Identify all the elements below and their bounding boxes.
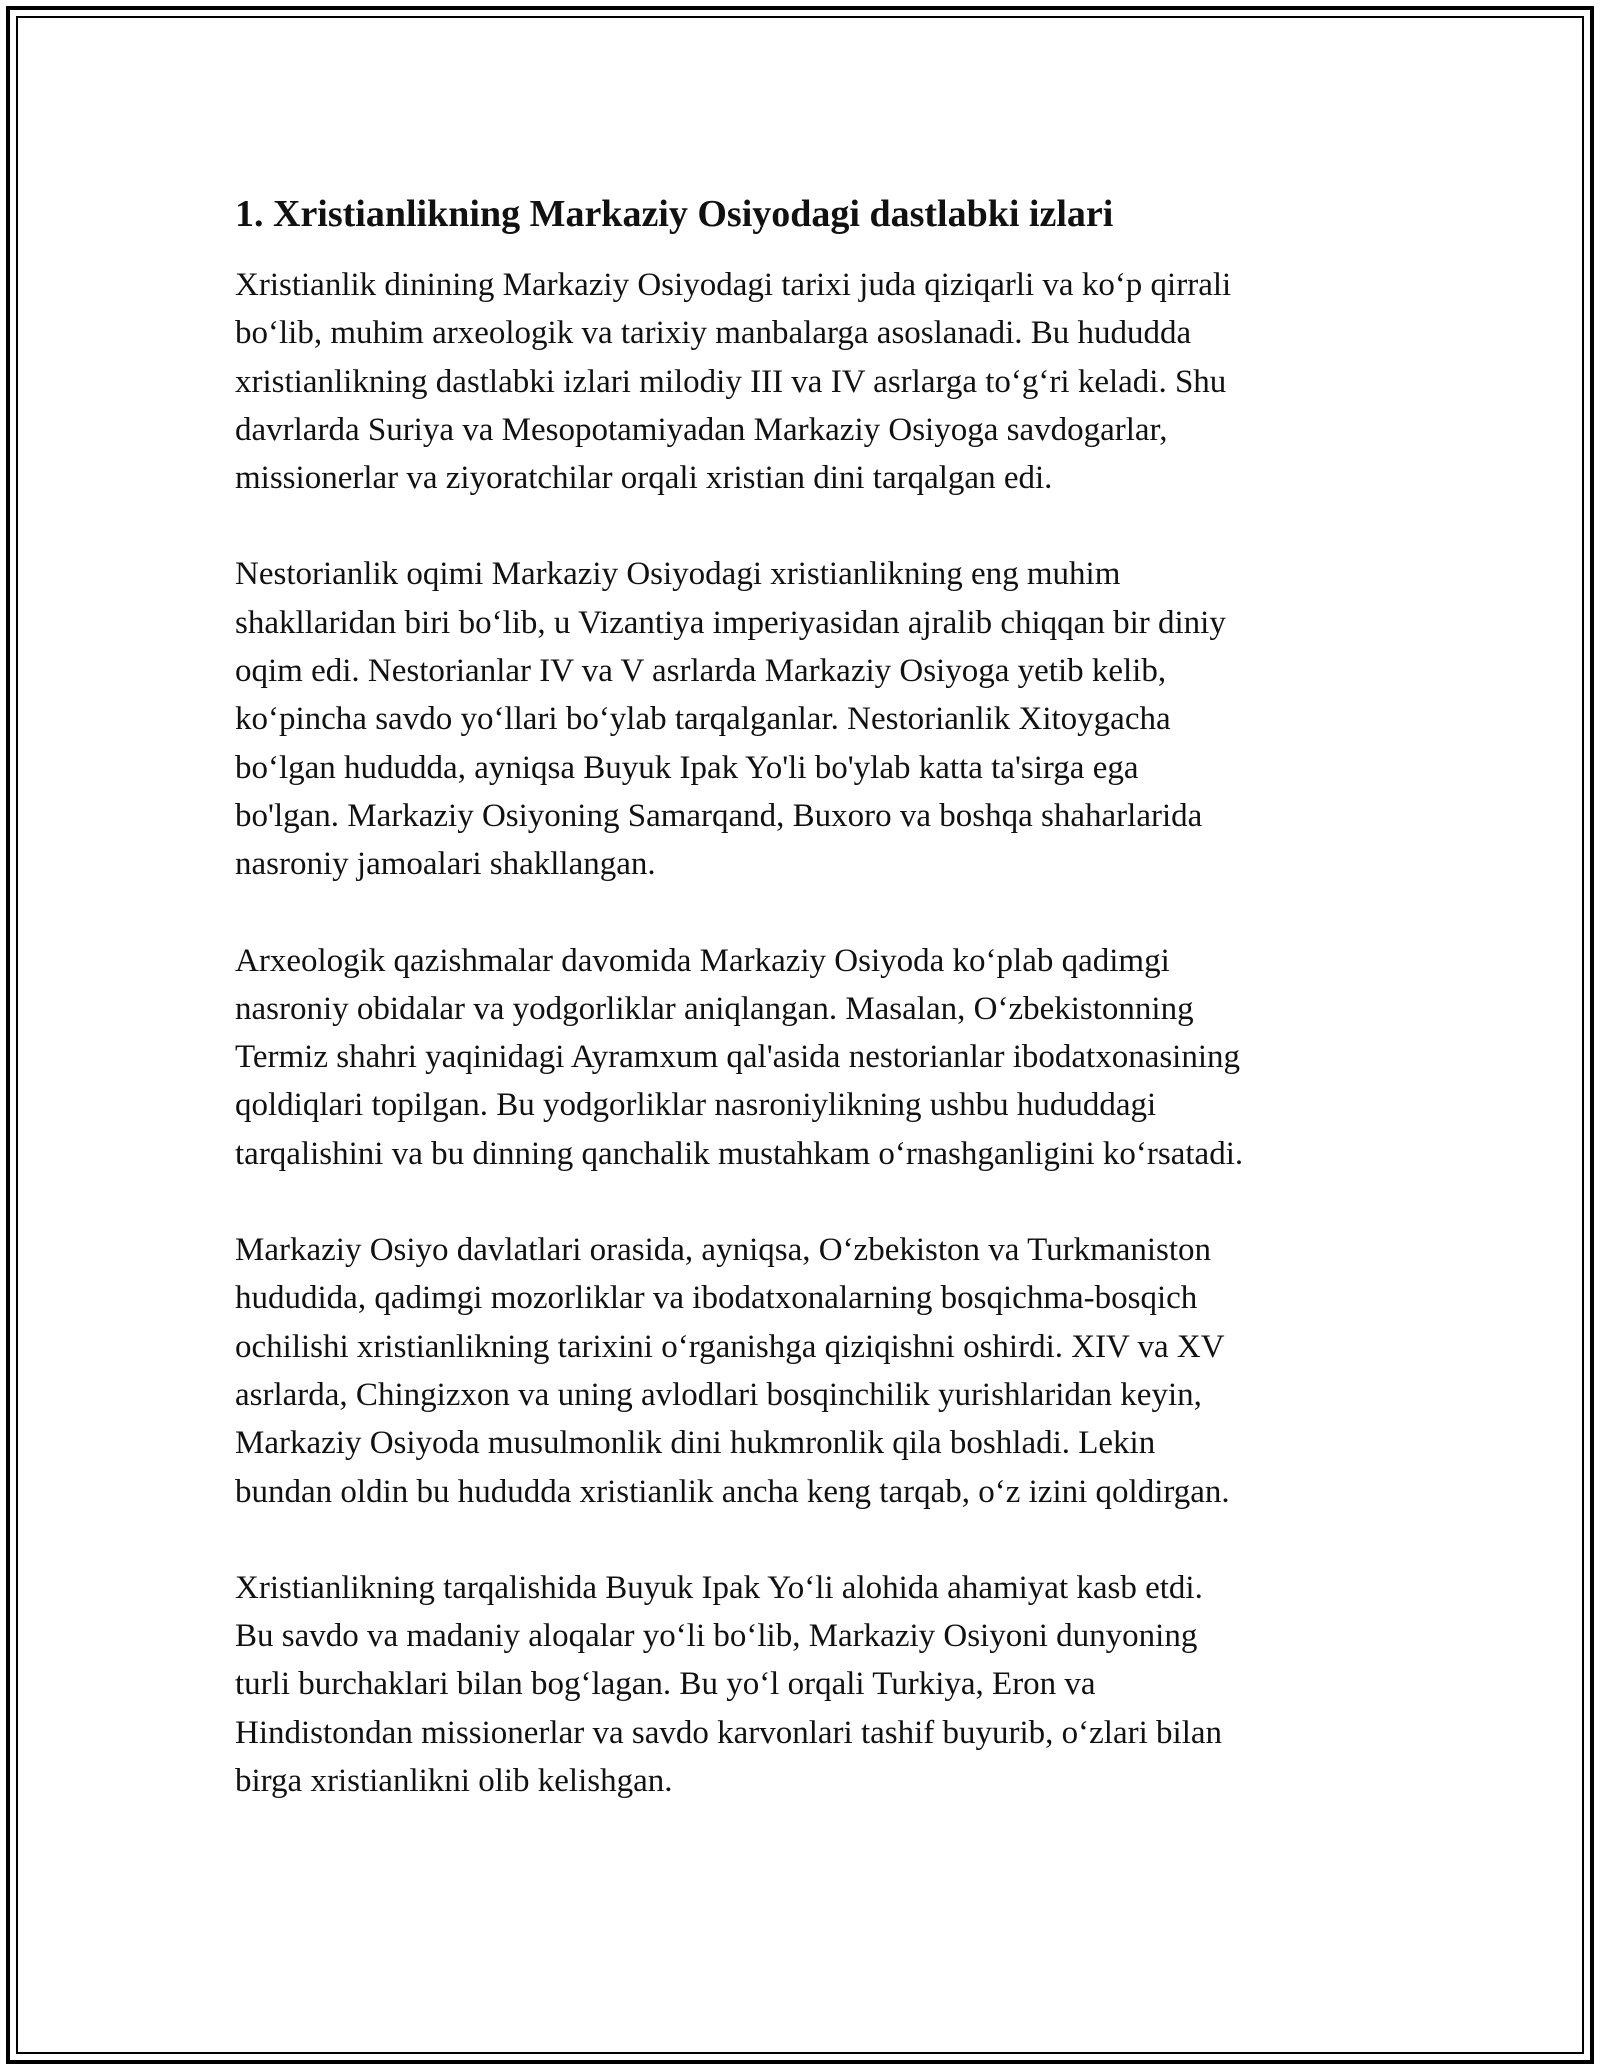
- paragraph-line: shakllaridan biri bo‘lib, u Vizantiya imperiyasidan ajralib chiqqan bir diniy: [235, 604, 1226, 641]
- paragraph-4: [235, 1226, 1385, 1516]
- paragraph-line: bo‘lib, muhim arxeologik va tarixiy manbalarga asoslanadi. Bu hududda: [235, 315, 1192, 352]
- paragraph-line: bo‘lgan hududda, ayniqsa Buyuk Ipak Yo'li bo'ylab katta ta'sirga ega: [235, 749, 1139, 786]
- paragraph-line: Bu savdo va madaniy aloqalar yo‘li bo‘lib, Markaziy Osiyoni dunyoning: [235, 1618, 1198, 1655]
- paragraph-line: turli burchaklari bilan bog‘lagan. Bu yo‘l orqali Turkiya, Eron va: [235, 1666, 1096, 1703]
- paragraph-line: nasroniy jamoalari shakllangan.: [235, 846, 656, 883]
- paragraph-line: xristianlikning dastlabki izlari milodiy III va IV asrlarga to‘g‘ri keladi. Shu: [235, 363, 1227, 400]
- paragraph-line: davrlarda Suriya va Mesopotamiyadan Markaziy Osiyoga savdogarlar,: [235, 411, 1168, 448]
- paragraph-line: Xristianlik dinining Markaziy Osiyodagi tarixi juda qiziqarli va ko‘p qirrali: [235, 267, 1232, 303]
- paragraph-line: hududida, qadimgi mozorliklar va ibodatxonalarning bosqichma-bosqich: [235, 1280, 1198, 1317]
- paragraph-5: [235, 1564, 1385, 1805]
- paragraph-line: missionerlar va ziyoratchilar orqali xristian dini tarqalgan edi.: [235, 460, 1053, 497]
- paragraph-line: Xristianlikning tarqalishida Buyuk Ipak Yo‘li alohida ahamiyat kasb etdi.: [235, 1569, 1203, 1606]
- paragraph-line: tarqalishini va bu dinning qanchalik mustahkam o‘rnashganligini ko‘rsatadi.: [235, 1135, 1244, 1172]
- paragraph-line: ochilishi xristianlikning tarixini o‘rganishga qiziqishni oshirdi. XIV va XV: [235, 1328, 1225, 1365]
- paragraph-line: Hindistondan missionerlar va savdo karvonlari tashif buyurib, o‘zlari bilan: [235, 1714, 1223, 1751]
- paragraph-1: [235, 261, 1385, 502]
- paragraph-line: Markaziy Osiyo davlatlari orasida, ayniqsa, O‘zbekiston va Turkmaniston: [235, 1232, 1212, 1269]
- paragraph-line: nasroniy obidalar va yodgorliklar aniqlangan. Masalan, O‘zbekistonning: [235, 990, 1194, 1027]
- paragraph-line: asrlarda, Chingizxon va uning avlodlari bosqinchilik yurishlaridan keyin,: [235, 1376, 1202, 1413]
- paragraph-2: [235, 550, 1385, 888]
- document-body: [235, 184, 1385, 1853]
- paragraph-line: bo'lgan. Markaziy Osiyoning Samarqand, Buxoro va boshqa shaharlarida: [235, 797, 1203, 834]
- paragraph-line: Termiz shahri yaqinidagi Ayramxum qal'asida nestorianlar ibodatxonasining: [235, 1039, 1241, 1076]
- paragraph-3: [235, 937, 1385, 1178]
- paragraph-line: Markaziy Osiyoda musulmonlik dini hukmronlik qila boshladi. Lekin: [235, 1425, 1156, 1462]
- paragraph-line: bundan oldin bu hududda xristianlik ancha keng tarqab, o‘z izini qoldirgan.: [235, 1473, 1230, 1510]
- section-heading: 1. Xristianlikning Markaziy Osiyodagi dastlabki izlari: [235, 193, 1114, 235]
- paragraph-line: Arxeologik qazishmalar davomida Markaziy Osiyoda ko‘plab qadimgi: [235, 942, 1170, 979]
- paragraph-line: Nestorianlik oqimi Markaziy Osiyodagi xristianlikning eng muhim: [235, 556, 1121, 593]
- paragraph-line: ko‘pincha savdo yo‘llari bo‘ylab tarqalganlar. Nestorianlik Xitoygacha: [235, 701, 1171, 738]
- paragraph-line: qoldiqlari topilgan. Bu yodgorliklar nasroniylikning ushbu hududdagi: [235, 1087, 1157, 1124]
- paragraph-line: birga xristianlikni olib kelishgan.: [235, 1763, 673, 1800]
- paragraph-line: oqim edi. Nestorianlar IV va V asrlarda Markaziy Osiyoga yetib kelib,: [235, 653, 1167, 690]
